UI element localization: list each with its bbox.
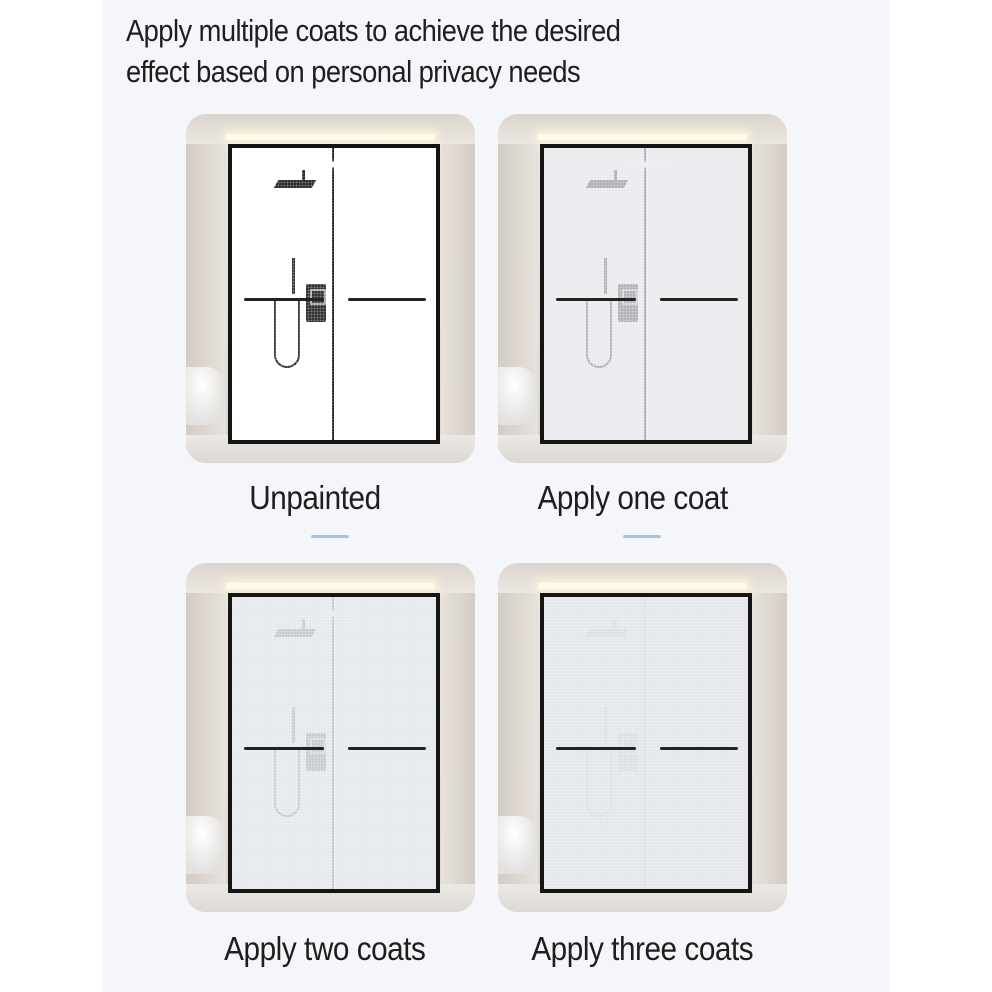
mixer-icon bbox=[618, 733, 638, 771]
caption-underline bbox=[311, 535, 349, 538]
door-handle-right bbox=[348, 298, 426, 301]
panel-one-coat-image bbox=[498, 114, 787, 463]
door-handle-left bbox=[244, 298, 324, 301]
caption-one-coat: Apply one coat bbox=[537, 479, 728, 516]
mixer-icon bbox=[618, 284, 638, 322]
door-handle-left bbox=[556, 747, 636, 750]
headline-line-2: effect based on personal privacy needs bbox=[126, 54, 581, 89]
shower-door-frame bbox=[228, 593, 440, 893]
toilet-icon bbox=[498, 367, 538, 425]
caption-two-coats: Apply two coats bbox=[223, 930, 426, 967]
mixer-icon bbox=[306, 733, 326, 771]
shower-head-icon bbox=[586, 629, 629, 637]
headline-line-1: Apply multiple coats to achieve the desired bbox=[126, 13, 621, 48]
toilet-icon bbox=[498, 816, 538, 874]
shower-door-frame bbox=[228, 144, 440, 444]
shower-head-icon bbox=[274, 629, 317, 637]
door-handle-right bbox=[660, 747, 738, 750]
mixer-icon bbox=[306, 284, 326, 322]
shower-head-icon bbox=[274, 180, 317, 188]
panel-three-coats-image bbox=[498, 563, 787, 912]
shower-door-frame bbox=[540, 144, 752, 444]
caption-unpainted: Unpainted bbox=[248, 479, 381, 516]
shower-head-icon bbox=[586, 180, 629, 188]
door-handle-left bbox=[244, 747, 324, 750]
panel-two-coats-image bbox=[186, 563, 475, 912]
panel-unpainted-image bbox=[186, 114, 475, 463]
toilet-icon bbox=[186, 816, 226, 874]
shower-door-frame bbox=[540, 593, 752, 893]
caption-underline bbox=[623, 535, 661, 538]
toilet-icon bbox=[186, 367, 226, 425]
door-handle-left bbox=[556, 298, 636, 301]
caption-three-coats: Apply three coats bbox=[531, 930, 754, 967]
door-handle-right bbox=[660, 298, 738, 301]
door-handle-right bbox=[348, 747, 426, 750]
headline bbox=[126, 10, 654, 92]
